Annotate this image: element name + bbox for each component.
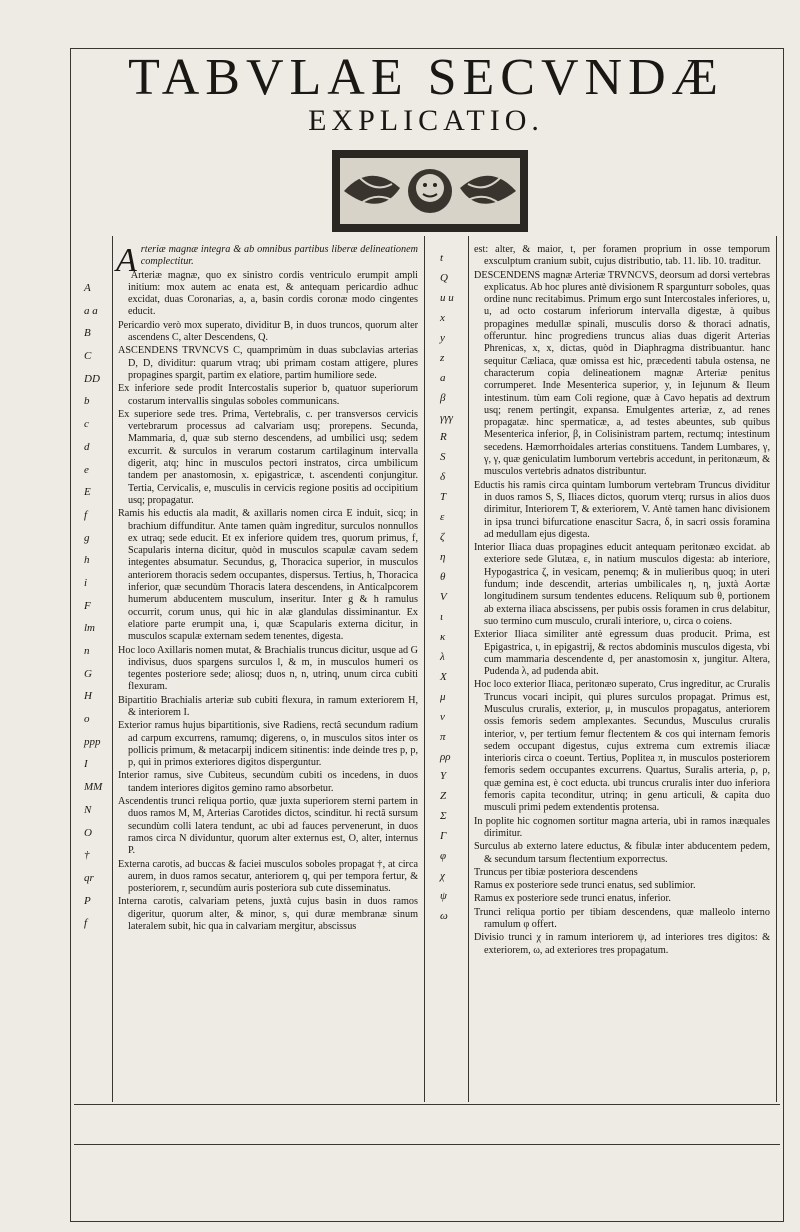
paragraph: Divisio trunci χ in ramum interiorem ψ, ad interiores tres digitos: & exteriorem, ω, ad exteriores tres propagatum.: [474, 932, 770, 956]
margin-key: O: [84, 826, 92, 839]
margin-key: μ: [440, 690, 446, 703]
paragraph: Pericardio verò mox superato, dividitur B, in duos truncos, quorum alter ascendens C, alter Descendens, Q.: [118, 319, 418, 344]
intro-text: rteriæ magnæ integra & ab omnibus partibus liberæ delineationem complectitur.: [140, 244, 418, 268]
margin-key: A: [84, 282, 91, 294]
margin-key: ε: [440, 511, 445, 524]
margin-key: c: [84, 418, 89, 431]
margin-key: β: [440, 391, 446, 404]
margin-key: S: [440, 451, 446, 464]
paragraph: Trunci reliqua portio per tibiam descendens, quæ malleolo interno ramulum φ offert.: [474, 906, 770, 931]
margin-key: ppp: [84, 735, 101, 748]
paragraph: Interna carotis, calvariam petens, juxtà cujus basin in duos ramos digeritur, quorum alter, & minor, s, qui duræ membranæ sinum lateralem subit, hic qua in calvariam mergitur, abscissus: [118, 896, 418, 933]
page-title: TABVLAE SECVNDÆ: [128, 49, 724, 106]
margin-key: η: [440, 551, 446, 564]
paragraph: Ramus ex posteriore sede trunci enatus, inferior.: [474, 893, 671, 905]
paragraph: Exterior ramus hujus bipartitionis, sive Radiens, rectâ secundum radium ad carpum excurrens, ramumq; digerens, o, in musculos sitos inter os pollicis primum, & metacarpij indicem sitinentis: inde deinde tres p, p, p, qui in primos exteriores digitos disperguntur.: [118, 720, 418, 769]
margin-key: ω: [440, 910, 448, 923]
margin-key: y: [440, 331, 445, 344]
paragraph: Ramis his eductis ala madit, & axillaris nomen circa E induit, sicq; in brachium diffunditur. Ante tamen quàm ingreditur, surculos nonnullos ex utraq; sede educit. Et ex inferiore quidem tres, quorum primus, f, Scapularis interna dicitur, quòd in musculos scapulæ cavam sedem integentes absumatur. Secundus, g, Thoracica superior, in musculos anteriorem thoracis sedem occupantes, dispersus. Tertius, h, Thoracica inferior, quæ secundùm Thoracis latera descendens, in Anticalpcorem humerum abducentem musculum, inseritur. Inter g & h ramulus occurrit, corum unus, qui hic in alæ glandulas dissiminantur. Ex elatiore parte erumpit una, i, quæ Scapularis externa dicitur, in musculos scapulæ externam sedem tenentes, digesta.: [118, 508, 418, 643]
margin-key: π: [440, 730, 446, 743]
paragraph: DESCENDENS magnæ Arteriæ TRVNCVS, deorsum ad dorsi vertebras explicatus. Ab hoc plures antè divisionem R spargunturr soboles, quas ordine nunc recitabimus. Primum ergo sunt Intercostales inferiores, u, u, ad octo costarum inferiorum intervalla digestæ, à quibus propagines medullæ spinali, musculis dorso & thoraci adnatis, offeruntur. hinc progrediens truncus alias duas digerit Arterias Phrenicas, x, x, dictas, quòd in Diaphragma distribuantur. hanc sequitur Cæliaca, quæ omissa est hic, præcedenti tabula ostensa, ne characterum copia delineationem magnæ Arteriæ penitus corrumperet. Inde Mesenterica superior, y, in Iejunum & Ileum intestinum. tùm eam Coli regione, quæ à Cavo hepatis ad dextrum usq; renem pertingit, expansa. Emulgentes arteriæ, z, ad renes propagatæ. hinc spermaticæ, a, ad testes abeuntes, sub quibus Mesenterica inferior, β, in Colisinistram partem, rectumq; intestinum secedens. Hæmorrhoidales arterias constituens. Tandem Lumbares, γ, γ, γ, quæ geniculatim lumborum vertebris accedunt, in peritonæum, & musculos vertebris adnatos distribuntur.: [474, 269, 770, 478]
paragraph: Hoc loco exterior Iliaca, peritonæo superato, Crus ingreditur, ac Cruralis Truncus vocari incipit, qui plures surculos propagat. Primus est, Musculus cruralis, exterior, μ, in musculos propagatus, anteriorem ossis femoris sedem amplexantes. Secundus, Musculus cruralis interior, ν, per tertium femur flectentem & cos qui internam femoris sedem occupant digestus, cujus extrema cum extremis iliacæ interioris circa ο coeunt. Tertius, Poplitea π, in musculos posteriorem femoris sedem occupantes excurrens. Quartus, Suralis arteria, ρ, ρ, quæ gemina est, è coct educta. ubi truncus cruralis inter duo inferiora femoris capita teconditur, utrinq; in genu articuli, & capita duo musculi primi pedem extendentis protensa.: [474, 679, 770, 814]
margin-key: ι: [440, 610, 444, 623]
page-subtitle: EXPLICATIO.: [308, 104, 544, 137]
bottom-rule-2: [74, 1144, 780, 1145]
margin-key: u u: [440, 291, 454, 304]
paragraph: Arteriæ magnæ, quo ex sinistro cordis ventriculo erumpit ampli initium: mox autem ac enata est, & antequam pericardio adhuc excidat, duas Coronarias, a, a, basin cordis coronæ modo cingentes educit.: [128, 269, 418, 318]
margin-key: lm: [84, 622, 95, 635]
margin-key: d: [84, 440, 90, 453]
paragraph: Bipartitio Brachialis arteriæ sub cubiti flexura, in ramum exteriorem H, & interiorem I.: [118, 694, 418, 718]
margin-key: Y: [440, 770, 447, 783]
column-rule-right: [776, 236, 777, 1102]
column-rule-left: [112, 236, 113, 1102]
margin-key: x: [440, 311, 445, 324]
paragraph: ASCENDENS TRVNCVS C, quamprimùm in duas subclavias arterias D, D, dividitur: quarum vtraq; ubi primam costam attigere, plures propagines spargit, partim ex elatiore, partim humiliore sede.: [118, 345, 418, 381]
paragraph: Hoc loco Axillaris nomen mutat, & Brachialis truncus dicitur, usque ad G indivisus, duos spargens surculos l, & m, in musculos humeri os tegentes posteriore sede; aliosq; duos n, n, utrinq, unum circa cubiti flexuram.: [118, 644, 418, 693]
margin-key: ψ: [440, 890, 447, 903]
margin-key: δ: [440, 471, 446, 484]
drop-cap: A: [116, 242, 137, 279]
margin-key: n: [84, 645, 90, 658]
paragraph: Exterior Iliaca similiter antè egressum duas producit. Prima, est Epigastrica, ι, in epigastrij, & rectos abdominis musculos digesta, vbi cum mammaria descendente d, per anastomosin x, jungitur. Altera, Pudenda λ, ad pudenda abit.: [474, 629, 770, 678]
margin-key: a: [440, 371, 446, 384]
intro-paragraph: [116, 242, 418, 279]
bottom-rule-1: [74, 1104, 780, 1105]
paragraph: Surculus ab externo latere eductus, & fibulæ inter abducentem pedem, & secundum tarsum flectentium exporrectus.: [474, 841, 770, 865]
paragraph: Truncus per tibiæ posteriora descendens: [474, 866, 638, 878]
margin-key: a a: [84, 304, 98, 317]
margin-key: f: [84, 508, 88, 521]
paragraph: Eductis his ramis circa quintam lumborum vertebram Truncus dividitur in duos ramos S, S, Iliaces dictos, quorum vterq; rursus in alios duos dirimitur, Interiorem T, & exteriorem, V. Antè tamen hanc divisionem in ipsa trunci bifurcatione enascitur Sacra, δ, in sacri ossis foramina ad medullam ejus digesta.: [474, 479, 770, 540]
margin-key: i: [84, 576, 88, 589]
margin-key: H: [84, 690, 92, 703]
margin-key: φ: [440, 850, 447, 863]
margin-key: χ: [440, 870, 445, 883]
margin-key: T: [440, 491, 447, 504]
margin-key: qr: [84, 871, 94, 884]
margin-key: γγγ: [440, 411, 454, 424]
margin-key: R: [440, 431, 447, 444]
margin-key: b: [84, 395, 90, 408]
margin-key: λ: [440, 650, 445, 663]
margin-key: o: [84, 713, 90, 726]
headpiece-ornament-icon: [330, 148, 530, 234]
margin-key: θ: [440, 571, 446, 584]
margin-key: F: [84, 599, 91, 612]
margin-key: †: [84, 849, 90, 862]
margin-key: Γ: [440, 830, 447, 843]
margin-key: C: [84, 350, 92, 363]
margin-key: X: [440, 670, 447, 683]
margin-key: κ: [440, 630, 446, 643]
margin-key: ν: [440, 710, 445, 723]
margin-key: P: [84, 894, 91, 907]
paragraph: Ramus ex posteriore sede trunci enatus, sed sublimior.: [474, 880, 696, 892]
paragraph: Ascendentis trunci reliqua portio, quæ juxta superiorem sterni partem in duos ramos M, M, Arterias Carotides dictos, scinditur. hi rectâ sursum secundùm colli latera tendunt, ac ubi ad fauces pervenerunt, in duos ramos circa N dividuntur, quorum alter externus est, O, alter, internus P.: [118, 796, 418, 857]
margin-key: Σ: [440, 810, 447, 823]
margin-key: V: [440, 591, 447, 603]
column-rule-center-b: [468, 236, 469, 1102]
paragraph: In poplite hic cognomen sortitur magna arteria, ubi in ramos inæquales dirimitur.: [474, 815, 770, 839]
paragraph: Ex inferiore sede prodit Intercostalis superior b, quatuor superiorum costarum intervallis singulas soboles communicans.: [118, 383, 418, 407]
paragraph: Interior ramus, sive Cubiteus, secundùm cubiti os incedens, in duos tandem interiores digitos gemino ramo absorbetur.: [118, 770, 418, 794]
paragraph: Interior Iliaca duas propagines educit antequam peritonæo excidat. ab exteriore sede Glutæa, ε, in natium musculos digesta: ab interiore, Hypogastrica ζ, in vesicam, penemq; & in mulieribus quoq; in uteri fundum; inde descendit, arterias umbilicales η, η, juxtà Aortæ longitudinem sursum tendentes educens. Reliquum sub θ, portionem ab externa iliaca abscissens, per pubis ossis foramen in crus delabitur, suo termino cum musculo, crurali interiore, υ, circa ο coiens.: [474, 542, 770, 627]
margin-key: E: [84, 486, 91, 499]
margin-key: I: [84, 758, 88, 771]
margin-key: MM: [84, 781, 103, 794]
margin-key: ζ: [440, 531, 445, 544]
left-text-column: [118, 244, 418, 934]
margin-key: ρρ: [440, 750, 451, 763]
margin-key: h: [84, 554, 90, 567]
margin-key: DD: [84, 372, 100, 385]
margin-key: G: [84, 667, 92, 680]
margin-key: f: [84, 917, 88, 930]
column-rule-center-a: [424, 236, 425, 1102]
margin-key: t: [440, 252, 444, 264]
paragraph: Ex superiore sede tres. Prima, Vertebralis, c. per transversos cervicis vertebrarum processus ad calvariam usq; prorepens. Secunda, Mammaria, d, quæ sub sterno descendens, ad umbilici usq; sedem excurrit. & surculos in verarum costarum cartilaginum intervalla digerit, atq; hinc in musculos pectori instratos, circa umbilicum tandem per anastomosin, x. epigastricæ, t. ascendenti conjungitur. Tertia, Cervicalis, e, musculis in cervicis regione positis ad occipitium usq; propagatur.: [118, 408, 418, 506]
margin-key: N: [84, 803, 92, 816]
margin-key: e: [84, 463, 89, 476]
margin-key: g: [84, 531, 90, 544]
paragraph: Externa carotis, ad buccas & faciei musculos soboles propagat †, at circa aurem, in duos ramos secatur, anteriorem q, qui per tempora fertur, & posteriorem, r, secundùm auris posteriora sub cute disseminatus.: [118, 858, 418, 895]
paragraph: est: alter, & maior, t, per foramen proprium in osse temporum exsculptum cranium subit, cujus distributio, tab. 11. lib. 10. traditur.: [474, 244, 770, 268]
margin-key: Q: [440, 271, 448, 284]
right-text-column: [474, 244, 770, 958]
margin-key: B: [84, 327, 91, 340]
margin-key: z: [440, 351, 445, 364]
margin-key: Z: [440, 790, 447, 803]
